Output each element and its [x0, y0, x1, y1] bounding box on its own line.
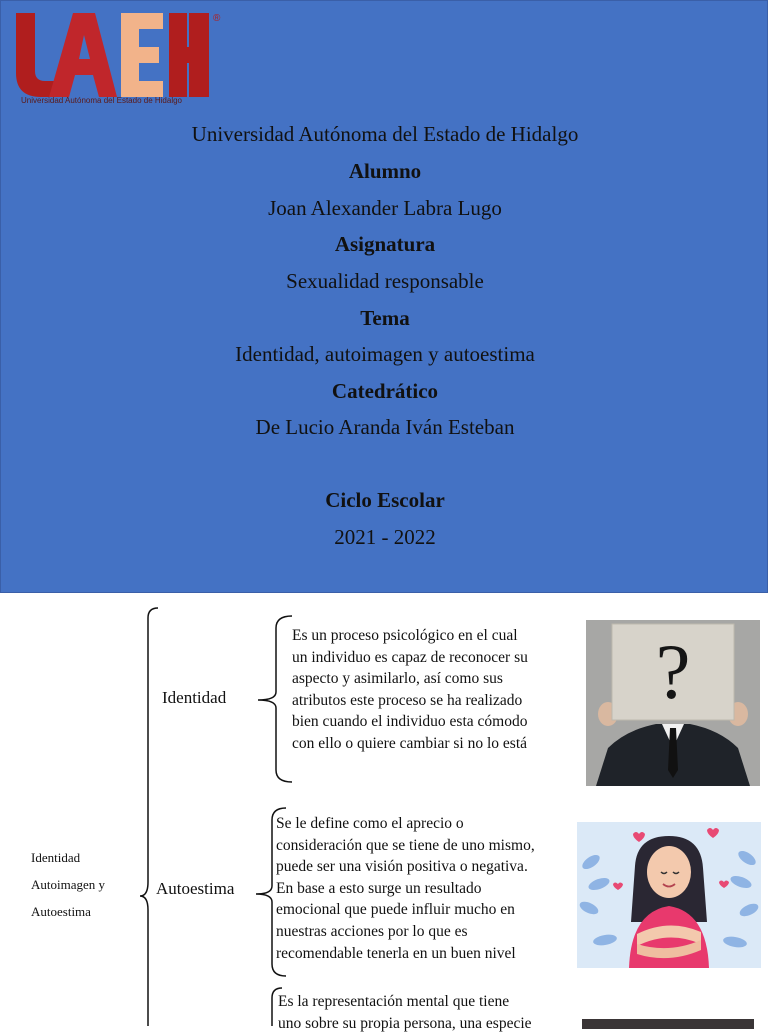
topic-name: Identidad, autoimagen y autoestima	[235, 342, 535, 366]
cycle-heading: Ciclo Escolar	[325, 488, 445, 512]
autoestima-line: emocional que puede influir mucho en	[276, 901, 515, 919]
main-brace	[138, 606, 162, 1026]
identidad-line: atributos este proceso se ha realizado	[292, 691, 523, 709]
branch-label-identidad: Identidad	[162, 688, 227, 707]
identidad-line: con ello o quiere cambiar si no lo está	[292, 734, 528, 752]
identidad-line: aspecto y asimilarlo, así como sus	[292, 670, 503, 688]
registered-mark: ®	[213, 13, 221, 24]
teacher-name: De Lucio Aranda Iván Esteban	[255, 415, 515, 439]
topic-heading: Tema	[360, 306, 410, 330]
autoestima-line: Se le define como el aprecio o	[276, 815, 464, 832]
autoestima-line: nuestras acciones por lo que es	[276, 922, 468, 940]
self-esteem-illustration	[577, 822, 761, 968]
main-label-line-3: Autoestima	[31, 904, 91, 919]
main-label-line-1: Identidad	[31, 850, 81, 865]
student-heading: Alumno	[348, 159, 422, 183]
subject-name: Sexualidad responsable	[286, 269, 484, 293]
identidad-line: Es un proceso psicológico en el cual	[292, 627, 518, 644]
concept-map-page	[0, 596, 768, 1032]
subject-heading: Asignatura	[334, 232, 436, 256]
cycle-value: 2021 - 2022	[334, 525, 436, 549]
autoestima-line: En base a esto surge un resultado	[276, 879, 482, 897]
student-name: Joan Alexander Labra Lugo	[268, 196, 502, 220]
identity-photo	[586, 620, 760, 786]
autoimagen-photo	[582, 1019, 754, 1029]
autoimagen-text	[278, 991, 578, 1034]
identidad-text	[292, 625, 582, 755]
branch-label-autoestima: Autoestima	[156, 879, 235, 898]
identidad-line: un individuo es capaz de reconocer su	[292, 648, 528, 666]
autoestima-line: consideración que se tiene de uno mismo,	[276, 836, 535, 854]
svg-text:?: ?	[655, 628, 691, 715]
uaeh-logo	[13, 9, 228, 107]
university-name: Universidad Autónoma del Estado de Hidalgo	[191, 122, 579, 146]
autoestima-line: recomendable tenerla en un buen nivel	[276, 944, 516, 962]
teacher-heading: Catedrático	[331, 379, 439, 403]
autoimagen-line: uno sobre su propia persona, una especie	[278, 1014, 532, 1032]
logo-subtitle: Universidad Autónoma del Estado de Hidalgo	[21, 96, 182, 105]
identidad-brace	[256, 614, 296, 786]
main-label-line-2: Autoimagen y	[31, 877, 106, 892]
autoimagen-line: Es la representación mental que tiene	[278, 993, 510, 1010]
identidad-line: bien cuando el individuo esta cómodo	[292, 713, 528, 731]
autoestima-text	[276, 813, 571, 964]
autoestima-line: puede ser una visión positiva o negativa.	[276, 858, 528, 876]
